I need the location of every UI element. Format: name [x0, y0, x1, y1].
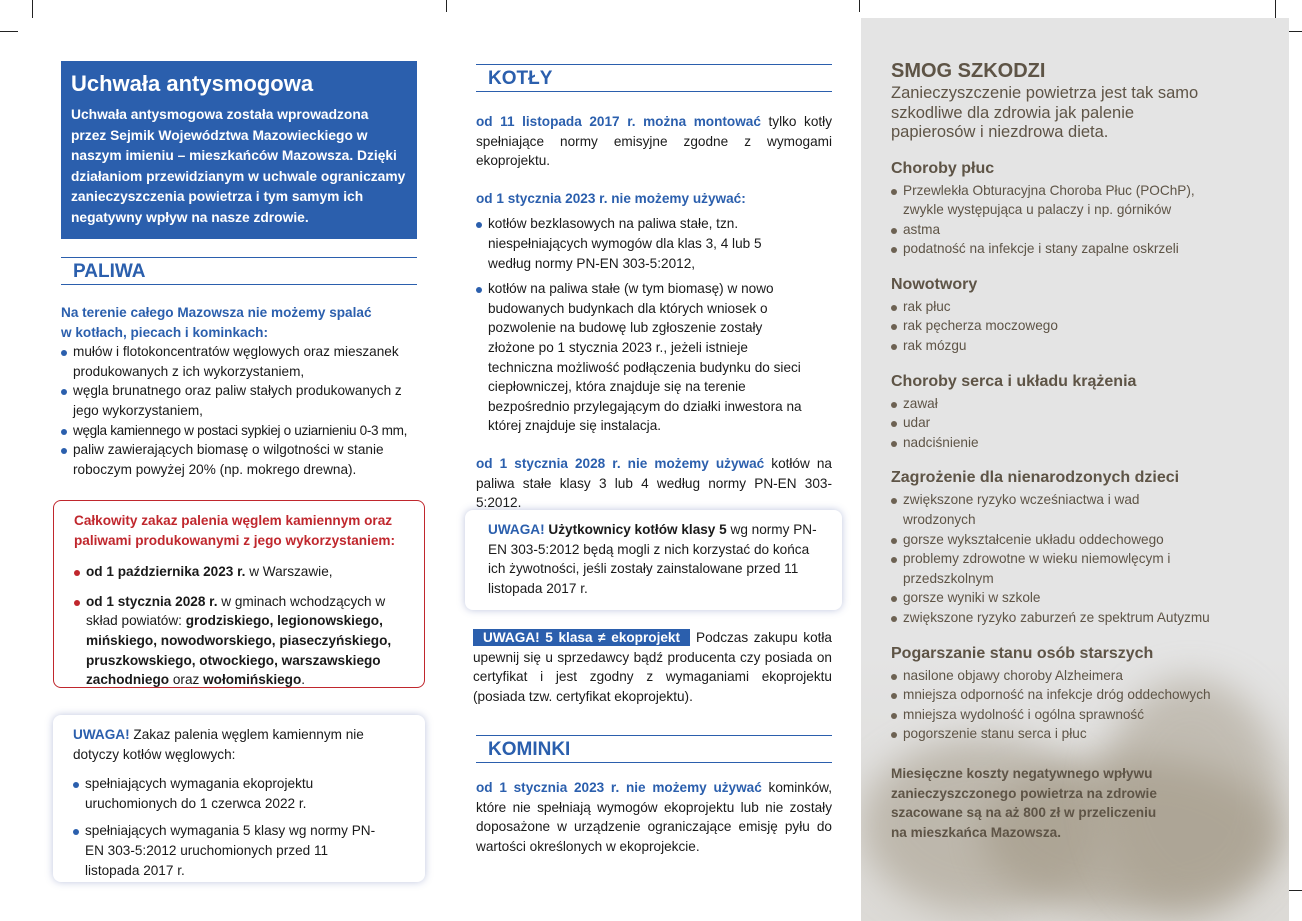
text: oraz	[169, 672, 204, 688]
section-heading-kominki: KOMINKI	[476, 735, 832, 763]
smog-title: SMOG SZKODZI	[891, 60, 1046, 82]
date: od 1 stycznia 2028 r.	[86, 593, 218, 609]
uwaga-label: UWAGA!	[488, 522, 545, 537]
section-title: Zagrożenie dla nienarodzonych dzieci	[891, 469, 1180, 487]
uwaga-list	[73, 774, 411, 880]
coal-ban-box	[53, 500, 425, 688]
text: w Warszawie,	[245, 564, 333, 580]
smog-section	[891, 644, 1259, 744]
smog-section	[891, 372, 1259, 453]
list-item: kotłów na paliwa stałe (w tym biomasę) w nowo budowanych budynkach dla których wniosek o pozwolenie na budowę lub zgłoszenie zostały złożone po 1 stycznia 2023 r., jeżeli istnieje techniczna możliwość podłączenia budynku do sieci ciepłowniczej, która znajduje się na terenie bezpośrednio przylegającym do działki inwestora na której znajduje się instalacja.	[476, 279, 811, 436]
kotly-p2: od 1 stycznia 2023 r. nie możemy używać:	[476, 190, 746, 206]
list-item: zwiększone ryzyko wcześniactwa i wad wrodzonych	[891, 490, 1191, 529]
smog-section	[891, 159, 1259, 259]
list-item: nadciśnienie	[891, 433, 1259, 453]
list-item: mniejsza wydolność i ogólna sprawność	[891, 705, 1259, 725]
list-item: problemy zdrowotne w wieku niemowlęcym i przedszkolnym	[891, 549, 1201, 588]
text: Zakaz palenia węglem kamiennym nie dotyczy kotłów węglowych:	[73, 727, 364, 762]
powiaty: grodziskiego, legionowskiego, mińskiego, nowodworskiego, piaseczyńskiego, pruszkowskiego, otwockiego, warszawskiego zachodniego	[86, 613, 392, 688]
list-item: pogorszenie stanu serca i płuc	[891, 724, 1259, 744]
text: tylko kotły spełniające normy emisyjne zgodne z wymogami ekoprojektu.	[476, 114, 832, 169]
text: w gminach wchodzących w skład powiatów:	[86, 593, 386, 629]
intro-box	[61, 61, 417, 239]
smog-section	[891, 468, 1259, 627]
list-item: udar	[891, 413, 1259, 433]
list-item: rak pęcherza moczowego	[891, 316, 1259, 336]
smog-section	[891, 275, 1259, 356]
coal-ban-title: Całkowity zakaz palenia węglem kamiennym oraz paliwami produkowanymi z jego wykorzystaniem:	[74, 513, 396, 548]
list-item: rak mózgu	[891, 336, 1259, 356]
crop-mark	[0, 31, 18, 32]
list-item: rak płuc	[891, 297, 1259, 317]
list-item: mułów i flotokoncentratów węglowych oraz mieszanek produkowanych z ich wykorzystaniem,	[61, 342, 417, 381]
crop-mark	[859, 0, 860, 12]
smog-lead: Zanieczyszczenie powietrza jest tak samo szkodliwe dla zdrowia jak palenie papierosów i niezdrowa dieta.	[891, 84, 1199, 141]
text: Podczas zakupu kotła upewnij się u sprzedawcy bądź producenta czy posiada on certyfikat i jest zgodny z wymaganiami ekoprojektu (posiada tzw. certyfikat ekoprojektu).	[473, 630, 832, 704]
section-title: Pogarszanie stanu osób starszych	[891, 644, 1154, 662]
kotly-list	[476, 214, 832, 436]
crop-mark	[1275, 0, 1276, 18]
list-item: zwiększone ryzyko zaburzeń ze spektrum Autyzmu	[891, 608, 1259, 628]
kominki-text	[476, 778, 832, 856]
text: wg normy PN-EN 303-5:2012 będą mogli z nich korzystać do końca ich żywotności, jeśli zostały zainstalowane przed 11 listopada 2017 r.	[488, 522, 817, 596]
list-item: mniejsza odporność na infekcje dróg oddechowych	[891, 685, 1259, 705]
paliwa-list	[61, 342, 417, 479]
date: od 11 listopada 2017 r. można montować	[476, 114, 761, 129]
intro-text: Uchwała antysmogowa została wprowadzona przez Sejmik Województwa Mazowieckiego w naszym imieniu – mieszkańców Mazowsza. Dzięki działaniom przewidzianym w uchwale ograniczamy zanieczyszczenia powietrza i tym samym ich negatywny wpływ na nasze zdrowie.	[71, 107, 406, 225]
smog-panel	[861, 18, 1289, 921]
list-item: węgla brunatnego oraz paliw stałych produkowanych z jego wykorzystaniem,	[61, 381, 417, 420]
crop-mark	[32, 0, 33, 18]
bold-text: Użytkownicy kotłów klasy 5	[544, 522, 727, 537]
uwaga-text	[488, 520, 823, 598]
list-item: zawał	[891, 394, 1259, 414]
text: .	[301, 672, 306, 688]
list-item: paliw zawierających biomasę o wilgotności w stanie roboczym powyżej 20% (np. mokrego drewna).	[61, 440, 417, 479]
uwaga-label: UWAGA!	[73, 727, 130, 742]
list-item: Przewlekła Obturacyjna Choroba Płuc (POChP), zwykle występująca u palaczy i np. górników	[891, 181, 1221, 220]
uwaga-badge: UWAGA! 5 klasa ≠ ekoprojekt	[473, 629, 690, 646]
uwaga-box-klasa5	[465, 510, 842, 610]
uwaga-box-coal	[53, 715, 425, 882]
section-heading-kotly: KOTŁY	[476, 64, 832, 92]
section-title: Choroby serca i układu krążenia	[891, 372, 1137, 390]
section-title: Nowotwory	[891, 275, 978, 293]
paliwa-lead: Na terenie całego Mazowsza nie możemy spalać w kotłach, piecach i kominkach:	[61, 305, 372, 340]
list-item: nasilone objawy choroby Alzheimera	[891, 666, 1259, 686]
kotly-content	[476, 112, 832, 513]
crop-mark	[446, 0, 447, 12]
list-item: spełniających wymagania 5 klasy wg normy PN-EN 303-5:2012 uruchomionych przed 11 listopada 2017 r.	[73, 821, 383, 880]
uwaga-text	[73, 725, 411, 764]
list-item: kotłów bezklasowych na paliwa stałe, tzn. niespełniających wymogów dla klas 3, 4 lub 5 według normy PN-EN 303-5:2012,	[476, 214, 806, 273]
list-item	[74, 592, 410, 690]
list-item: astma	[891, 220, 1259, 240]
list-item: podatność na infekcje i stany zapalne oskrzeli	[891, 239, 1259, 259]
text: kominków, które nie spełniają wymogów ekoprojektu lub nie zostały doposażone w urządzenie ograniczające emisję pyłu do wartości określonych w ekoprojekcie.	[476, 780, 832, 854]
list-item	[74, 562, 410, 582]
paliwa-content	[61, 303, 417, 479]
list-item: gorsze wykształcenie układu oddechowego	[891, 530, 1259, 550]
list-item: spełniających wymagania ekoprojektu uruchomionych do 1 czerwca 2022 r.	[73, 774, 363, 813]
section-title: Choroby płuc	[891, 159, 995, 177]
crop-mark	[1287, 31, 1302, 32]
crop-mark	[1287, 890, 1302, 891]
kotly-p3	[476, 454, 832, 513]
intro-title: Uchwała antysmogowa	[71, 71, 314, 96]
powiat: wołomińskiego	[203, 672, 302, 688]
text: kotłów na paliwa stałe klasy 3 lub 4 według normy PN-EN 303-5:2012.	[476, 455, 832, 511]
kotly-p1	[476, 112, 832, 171]
uwaga-ekoprojekt	[473, 628, 832, 706]
date: od 1 stycznia 2028 r. nie możemy używać	[476, 455, 765, 471]
section-heading-paliwa: PALIWA	[61, 257, 417, 285]
coal-ban-list	[74, 562, 410, 690]
list-item: gorsze wyniki w szkole	[891, 588, 1259, 608]
date: od 1 stycznia 2023 r. nie możemy używać	[476, 780, 762, 795]
smog-cost: Miesięczne koszty negatywnego wpływu zanieczyszczonego powietrza na zdrowie szacowane są na aż 800 zł w przeliczeniu na mieszkańca Mazowsza.	[891, 765, 1157, 840]
date: od 1 października 2023 r.	[86, 564, 246, 580]
list-item: węgla kamiennego w postaci sypkiej o uziarnieniu 0-3 mm,	[61, 421, 417, 441]
